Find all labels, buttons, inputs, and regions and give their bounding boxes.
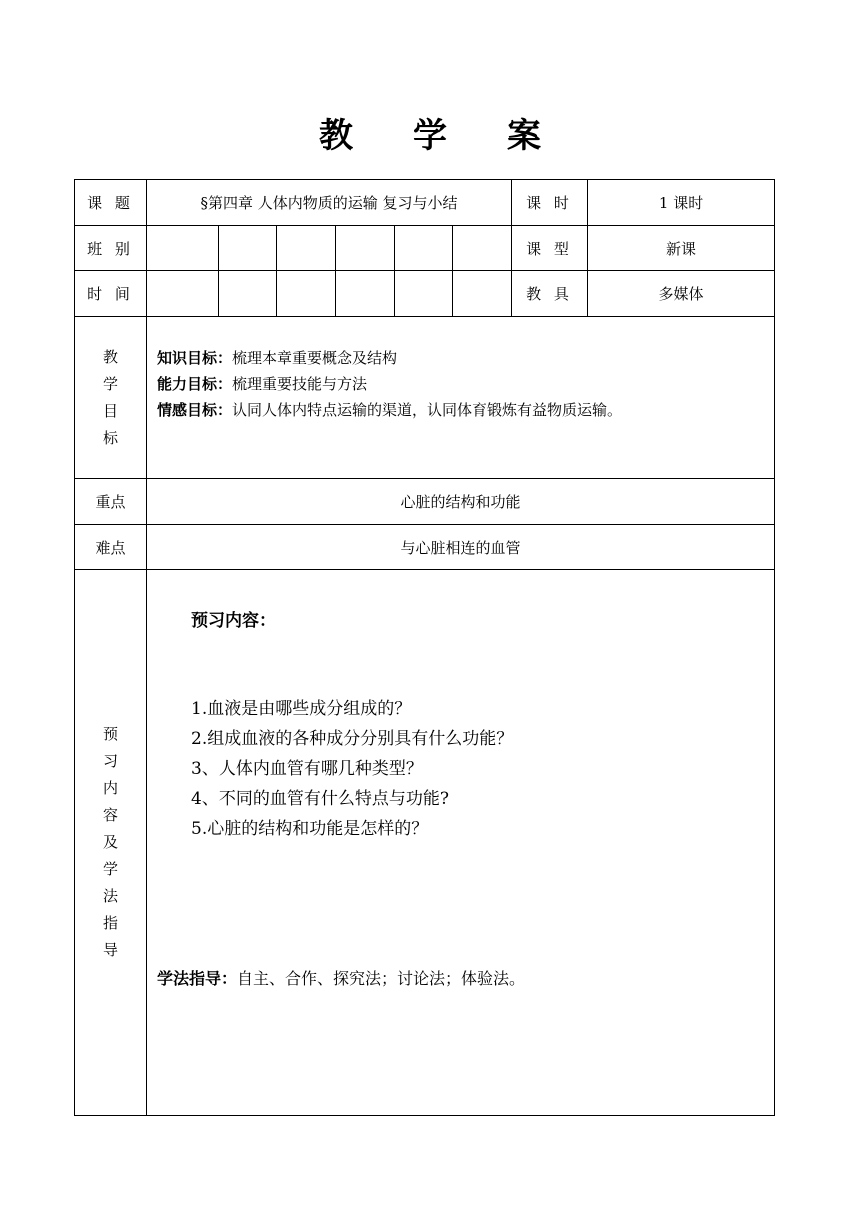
- title-char: 教: [319, 116, 353, 156]
- preview-label-char: 指: [102, 914, 118, 932]
- page-title: [0, 108, 860, 157]
- preview-content: [147, 570, 775, 1116]
- class-cell: [395, 226, 453, 271]
- question-item: 4、不同的血管有什么特点与功能?: [191, 789, 449, 809]
- preview-label-char: 学: [102, 860, 118, 878]
- topic-row: [75, 180, 775, 226]
- time-cell: [395, 271, 453, 317]
- preview-label-char: 法: [102, 887, 118, 905]
- objectives-label-char: 目: [102, 401, 118, 420]
- preview-row: [75, 570, 775, 1116]
- class-cell: [147, 226, 219, 271]
- key-point-row: [75, 479, 775, 525]
- class-cell: [453, 226, 512, 271]
- objectives-label: [75, 317, 147, 479]
- question-item: 1.血液是由哪些成分组成的？: [191, 699, 412, 719]
- objectives-label-char: 标: [102, 428, 118, 447]
- time-row: [75, 271, 775, 317]
- time-cell: [453, 271, 512, 317]
- question-item: 3、人体内血管有哪几种类型？: [191, 759, 423, 779]
- question-item: 5.心脏的结构和功能是怎样的？: [191, 819, 429, 839]
- lesson-plan-table: [74, 179, 775, 1116]
- class-cell: [219, 226, 277, 271]
- objective-key: 知识目标：: [157, 349, 233, 367]
- objective-key: 情感目标：: [157, 401, 233, 419]
- lesson-type-value: 新课: [588, 226, 775, 271]
- objectives-row: [75, 317, 775, 479]
- preview-label: [75, 570, 147, 1116]
- preview-label-char: 导: [102, 941, 118, 959]
- preview-label-char: 习: [102, 752, 118, 770]
- objective-text: 梳理本章重要概念及结构: [232, 349, 398, 367]
- time-cell: [147, 271, 219, 317]
- question-item: 2.组成血液的各种成分分别具有什么功能？: [191, 729, 514, 749]
- period-label: 课 时: [512, 180, 588, 226]
- knowledge-objective: [157, 345, 774, 371]
- teaching-tool-value: 多媒体: [588, 271, 775, 317]
- difficult-point-value: 与心脏相连的血管: [147, 525, 775, 570]
- preview-heading: 预习内容：: [191, 611, 276, 631]
- preview-label-char: 及: [102, 833, 118, 851]
- preview-label-char: 容: [102, 806, 118, 824]
- time-cell: [277, 271, 336, 317]
- study-method-label: 学法指导：: [157, 969, 238, 988]
- key-point-value: 心脏的结构和功能: [147, 479, 775, 525]
- study-method-text: 自主、合作、探究法；讨论法；体验法。: [237, 969, 526, 988]
- difficult-point-row: [75, 525, 775, 570]
- title-char: 案: [507, 116, 541, 156]
- time-label: 时 间: [75, 271, 147, 317]
- class-cell: [277, 226, 336, 271]
- preview-questions: [191, 694, 513, 844]
- objectives-label-char: 学: [102, 374, 118, 393]
- time-cell: [219, 271, 277, 317]
- teaching-tool-label: 教 具: [512, 271, 588, 317]
- title-char: 学: [413, 116, 447, 156]
- emotion-objective: [157, 397, 774, 423]
- topic-value: §第四章 人体内物质的运输 复习与小结: [147, 180, 512, 226]
- objectives-label-char: 教: [102, 347, 118, 366]
- key-point-label: 重点: [75, 479, 147, 525]
- objective-text: 认同人体内特点运输的渠道，认同体育锻炼有益物质运输。: [232, 401, 623, 419]
- preview-label-char: 内: [102, 779, 118, 797]
- lesson-type-label: 课 型: [512, 226, 588, 271]
- time-cell: [336, 271, 395, 317]
- preview-label-char: 预: [102, 725, 118, 743]
- class-row: [75, 226, 775, 271]
- study-method: [157, 966, 525, 989]
- difficult-point-label: 难点: [75, 525, 147, 570]
- objective-text: 梳理重要技能与方法: [232, 375, 368, 393]
- topic-label: 课 题: [75, 180, 147, 226]
- class-label: 班 别: [75, 226, 147, 271]
- objective-key: 能力目标：: [157, 375, 233, 393]
- objectives-content: [147, 317, 775, 479]
- ability-objective: [157, 371, 774, 397]
- class-cell: [336, 226, 395, 271]
- period-value: 1 课时: [588, 180, 775, 226]
